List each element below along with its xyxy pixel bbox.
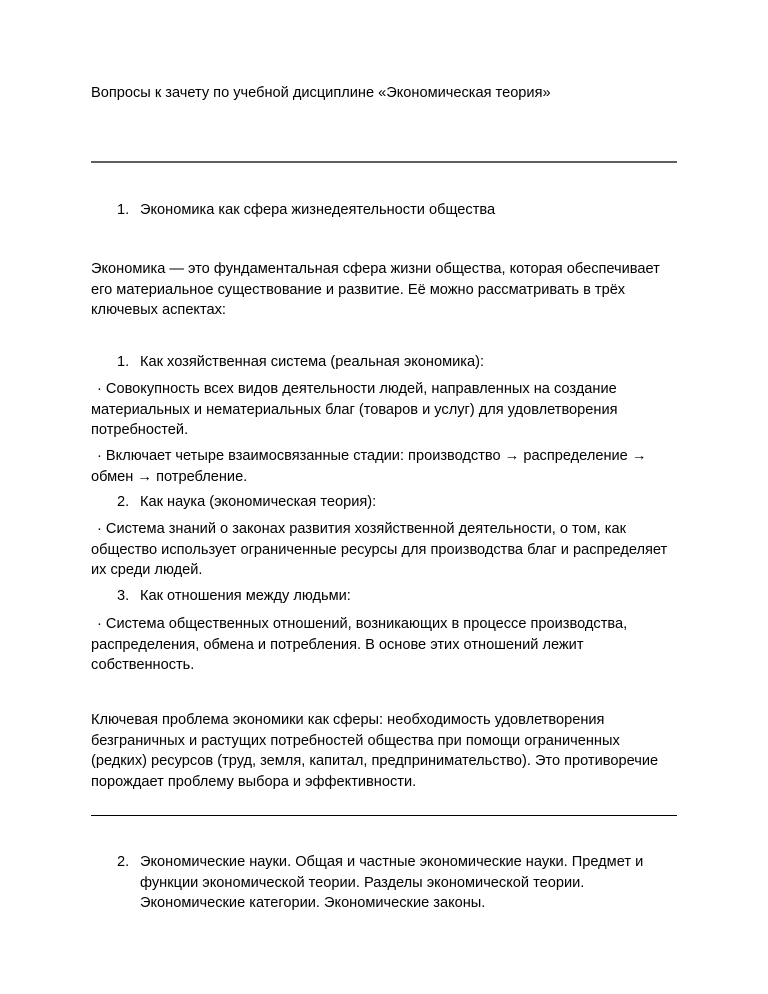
key-problem-paragraph: Ключевая проблема экономики как сферы: необходимость удовлетворения безграничных и растущих потребностей общества при помощи ограниченных (редких) ресурсов (труд, земля, капитал, предпринимательство). Это противоречие порождает проблему выбора и эффективности. (91, 712, 659, 790)
aspect-heading-text: Как наука (экономическая теория): (140, 494, 377, 510)
list-number: 2. (117, 494, 130, 510)
question-text: Экономические науки. Общая и частные экономические науки. Предмет и функции экономической теории. Разделы экономической теории. Экономические категории. Экономические законы. (140, 854, 644, 911)
intro-paragraph: Экономика — это фундаментальная сфера жизни общества, которая обеспечивает его материальное существование и развитие. Её можно рассматривать в трёх ключевых аспектах: (91, 261, 660, 318)
list-number: 3. (117, 588, 130, 604)
aspect-heading-2 (91, 492, 677, 513)
document-title: Вопросы к зачету по учебной дисциплине «Экономическая теория» (91, 85, 551, 101)
aspect-heading-text: Как отношения между людьми: (140, 588, 351, 604)
list-number: 2. (117, 854, 130, 870)
horizontal-rule (91, 815, 677, 816)
question-text: Экономика как сфера жизнедеятельности общества (140, 202, 496, 218)
aspect-heading-1 (91, 352, 677, 373)
bullet-paragraph: · Включает четыре взаимосвязанные стадии: производство → распределение → обмен → потребление. (91, 448, 647, 485)
list-number: 1. (117, 202, 130, 218)
question-heading-2 (91, 852, 677, 914)
bullet-paragraph: · Система общественных отношений, возникающих в процессе производства, распределения, обмена и потребления. В основе этих отношений лежит собственность. (91, 616, 628, 673)
aspect-heading-3 (91, 586, 677, 607)
bullet-paragraph: · Система знаний о законах развития хозяйственной деятельности, о том, как общество использует ограниченные ресурсы для производства благ и распределяет их среди людей. (91, 521, 668, 578)
question-heading-1 (91, 200, 677, 221)
horizontal-rule (91, 161, 677, 163)
aspect-heading-text: Как хозяйственная система (реальная экономика): (140, 354, 485, 370)
bullet-paragraph: · Совокупность всех видов деятельности людей, направленных на создание материальных и нематериальных благ (товаров и услуг) для удовлетворения потребностей. (91, 381, 618, 438)
list-number: 1. (117, 354, 130, 370)
